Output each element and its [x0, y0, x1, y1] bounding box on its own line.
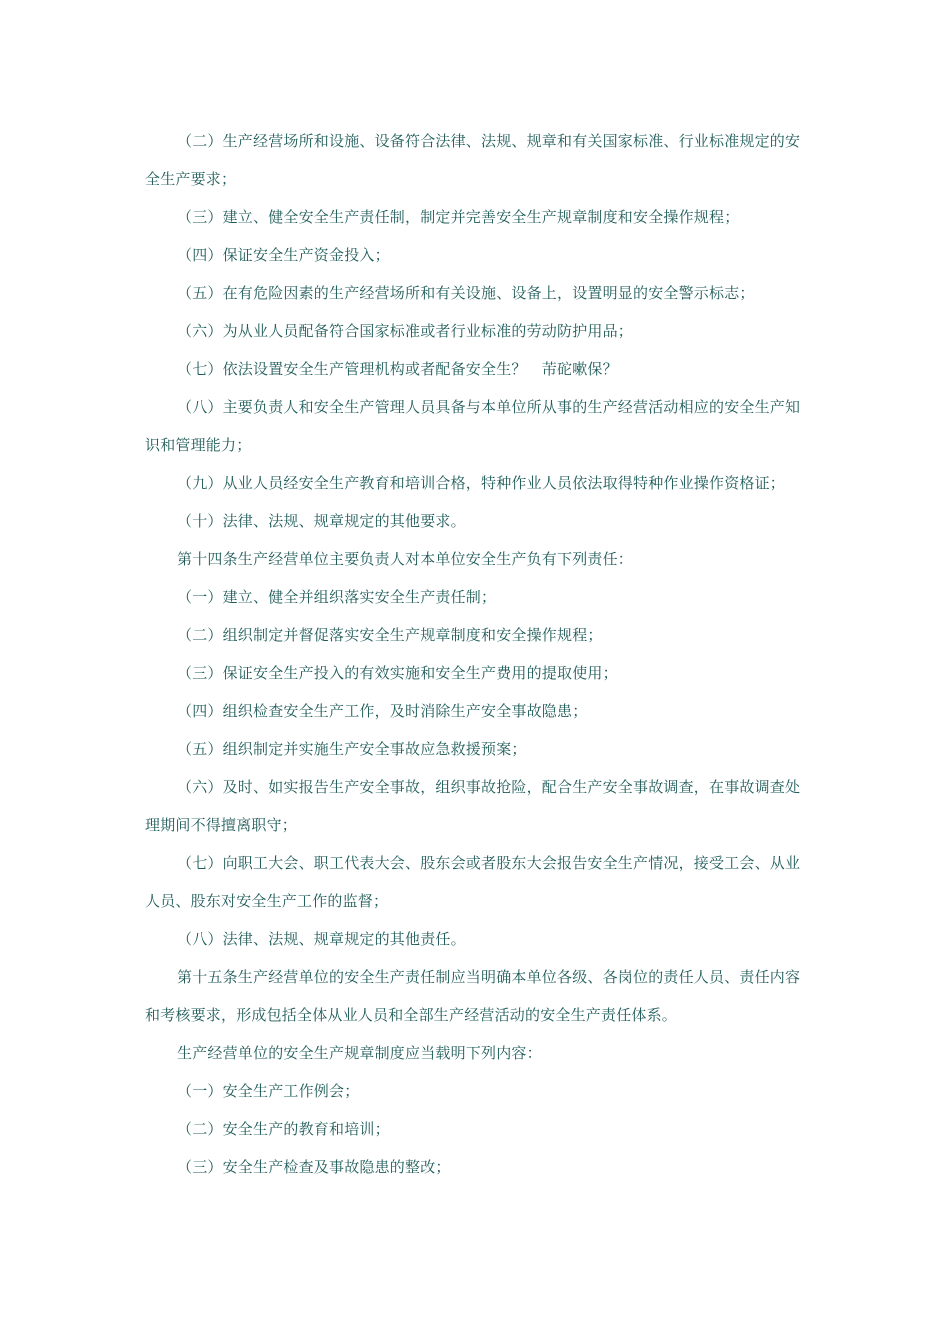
paragraph: （十）法律、法规、规章规定的其他要求。: [177, 512, 466, 530]
paragraph: （五）组织制定并实施生产安全事故应急救援预案；: [177, 740, 527, 758]
paragraph: （二）生产经营场所和设施、设备符合法律、法规、规章和有关国家标准、行业标准规定的安全生产要求；: [145, 132, 801, 188]
paragraph: （六）为从业人员配备符合国家标准或者行业标准的劳动防护用品；: [177, 322, 634, 340]
paragraph: （二）组织制定并督促落实安全生产规章制度和安全操作规程；: [177, 626, 603, 644]
paragraph: （九）从业人员经安全生产教育和培训合格，特种作业人员依法取得特种作业操作资格证；: [177, 474, 786, 492]
paragraph: （五）在有危险因素的生产经营场所和有关设施、设备上，设置明显的安全警示标志；: [177, 284, 755, 302]
paragraph: 生产经营单位的安全生产规章制度应当载明下列内容：: [177, 1044, 542, 1062]
paragraph: （二）安全生产的教育和培训；: [177, 1120, 390, 1138]
paragraph: （八）法律、法规、规章规定的其他责任。: [177, 930, 466, 948]
paragraph: （三）建立、健全安全生产责任制，制定并完善安全生产规章制度和安全操作规程；: [177, 208, 740, 226]
paragraph: （一）安全生产工作例会；: [177, 1082, 360, 1100]
paragraph: （三）保证安全生产投入的有效实施和安全生产费用的提取使用；: [177, 664, 618, 682]
paragraph: （三）安全生产检查及事故隐患的整改；: [177, 1158, 451, 1176]
paragraph: 第十四条生产经营单位主要负责人对本单位安全生产负有下列责任：: [177, 550, 634, 568]
paragraph: （四）保证安全生产资金投入；: [177, 246, 390, 264]
paragraph: （四）组织检查安全生产工作，及时消除生产安全事故隐患；: [177, 702, 588, 720]
paragraph: （一）建立、健全并组织落实安全生产责任制；: [177, 588, 497, 606]
paragraph: （七）向职工大会、职工代表大会、股东会或者股东大会报告安全生产情况，接受工会、从业人员、股东对安全生产工作的监督；: [145, 854, 801, 910]
document-body: [145, 122, 810, 1186]
paragraph: 第十五条生产经营单位的安全生产责任制应当明确本单位各级、各岗位的责任人员、责任内容和考核要求，形成包括全体从业人员和全部生产经营活动的安全生产责任体系。: [145, 968, 801, 1024]
paragraph: （七）依法设置安全生产管理机构或者配备安全生？ 芾砣嗽保？: [177, 360, 618, 378]
paragraph: （八）主要负责人和安全生产管理人员具备与本单位所从事的生产经营活动相应的安全生产知识和管理能力；: [145, 398, 801, 454]
paragraph: （六）及时、如实报告生产安全事故，组织事故抢险，配合生产安全事故调查，在事故调查处理期间不得擅离职守；: [145, 778, 801, 834]
